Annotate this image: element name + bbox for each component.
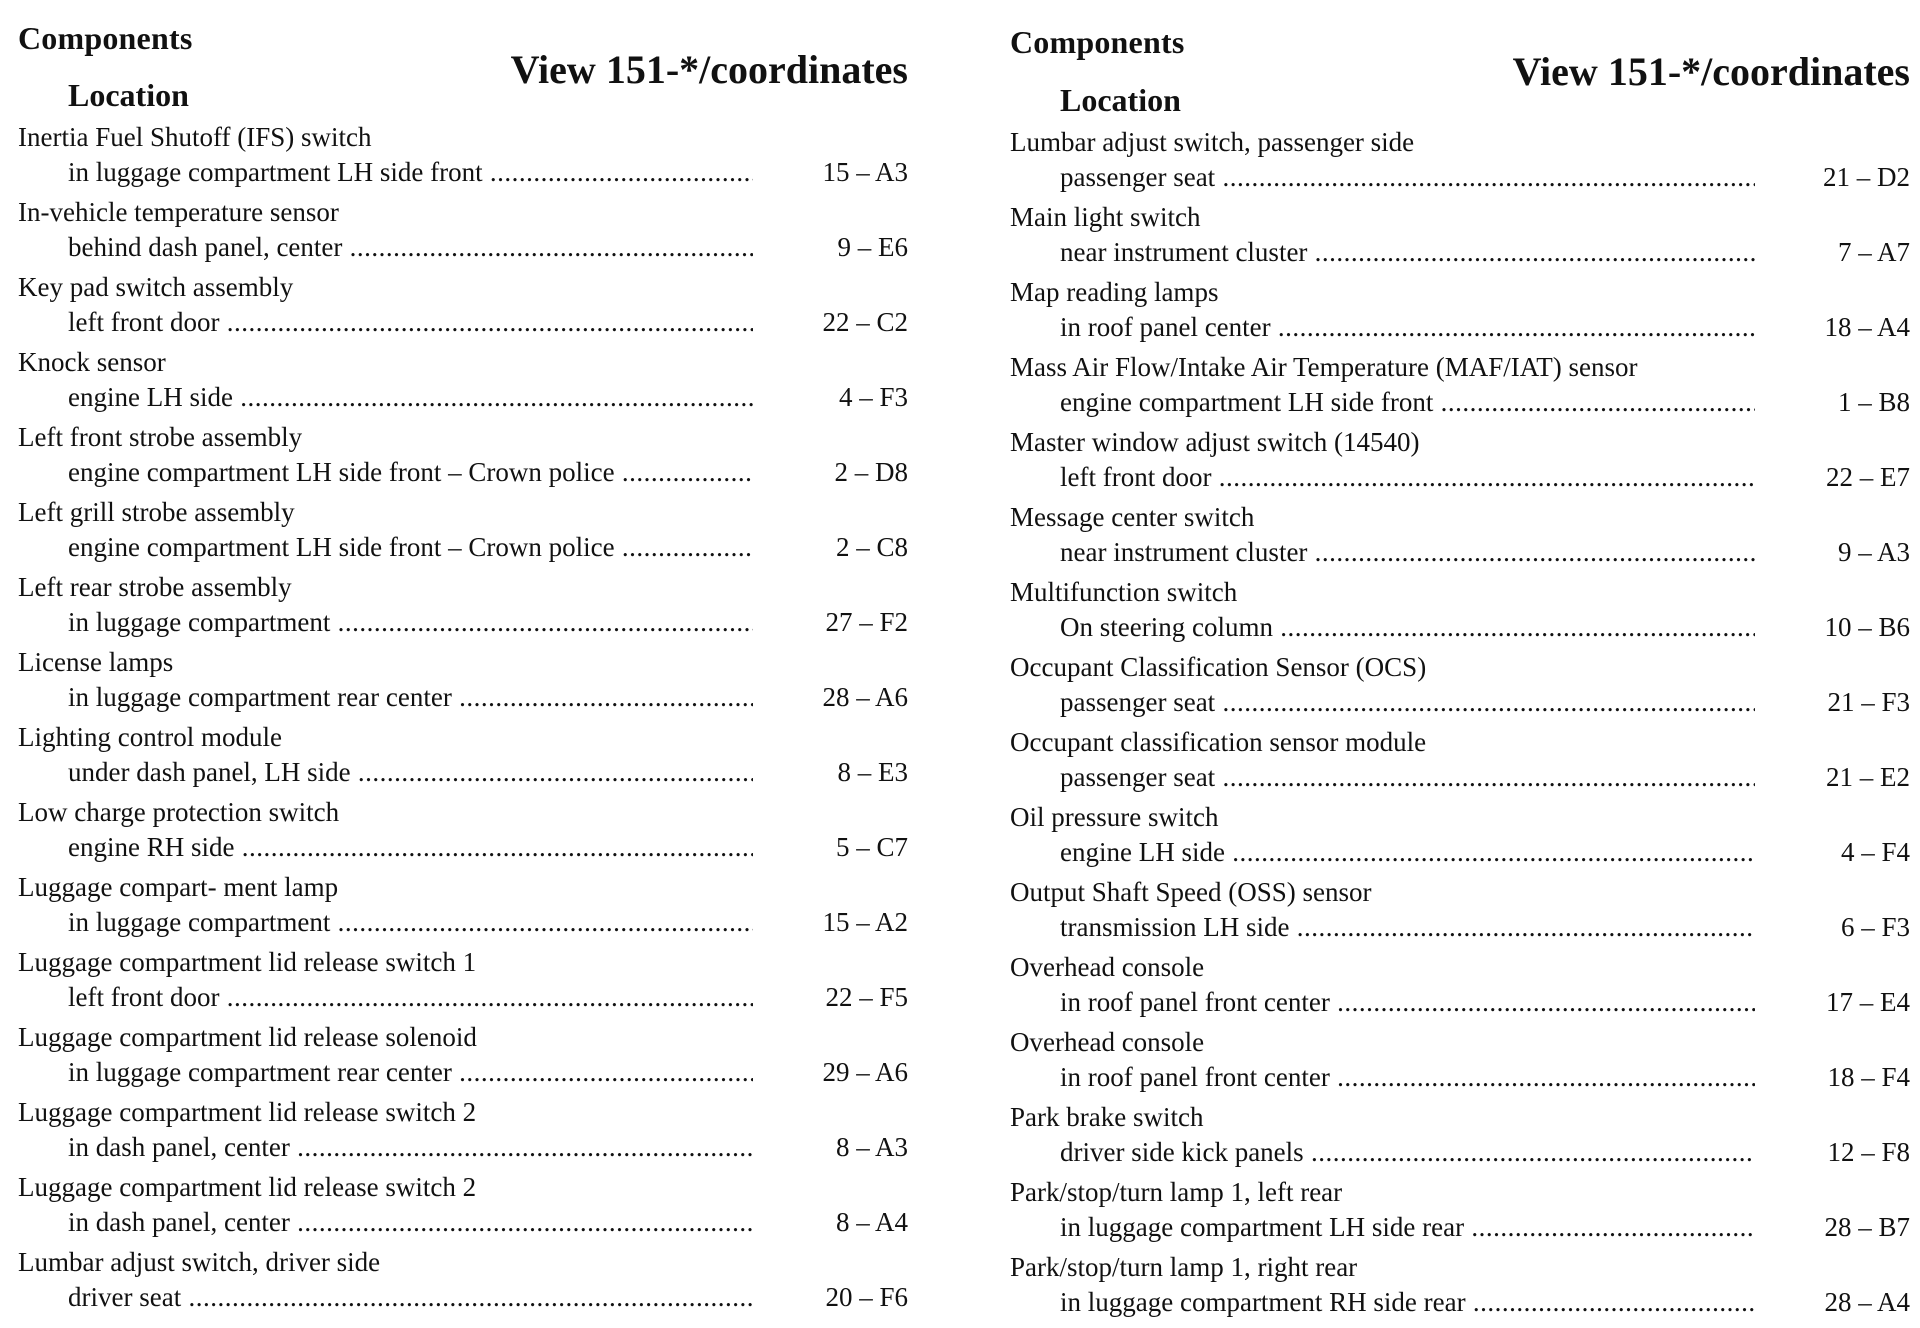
location-line [68,305,908,339]
view-coordinate: 4 – F4 [1840,837,1910,867]
view-coordinate: 8 – A4 [835,1207,908,1237]
component-location: in luggage compartment ..... [68,905,753,939]
component-name: Occupant Classification Sensor (OCS) [1010,652,1427,682]
component-name: Master window adjust switch (14540) [1010,427,1420,457]
view-coordinate: 27 – F2 [825,607,908,637]
component-name: Luggage compartment lid release switch 1 [18,947,477,977]
view-coordinate: 15 – A3 [822,157,908,187]
left-column [18,0,908,1328]
location-line [1060,385,1910,419]
component-entry [18,945,908,1020]
component-name: Park brake switch [1010,1102,1204,1132]
location-line [68,755,908,789]
component-location: driver side kick panels ..... [1060,1135,1755,1169]
location-line [68,680,908,714]
view-coordinate: 20 – F6 [825,1282,908,1312]
view-coordinate: 22 – C2 [822,307,908,337]
component-location: in luggage compartment ..... [68,605,753,639]
location-line [1060,985,1910,1019]
component-name: Lumbar adjust switch, passenger side [1010,127,1415,157]
component-entry [1010,725,1910,800]
location-heading: Location [1060,82,1181,118]
component-location: in luggage compartment RH side rear ..... [1060,1285,1755,1319]
component-location: passenger seat ..... [1060,685,1755,719]
view-coordinate: 17 – E4 [1826,987,1910,1017]
view-coordinate: 29 – A6 [822,1057,908,1087]
component-location: engine RH side ..... [68,830,753,864]
component-location: under dash panel, LH side ..... [68,755,753,789]
view-coordinate: 28 – A4 [1824,1287,1910,1317]
component-location: On steering column ..... [1060,610,1755,644]
component-name: Message center switch [1010,502,1255,532]
component-entry [1010,575,1910,650]
view-coordinate: 2 – C8 [835,532,908,562]
component-entry [1010,650,1910,725]
location-line [1060,835,1910,869]
component-name: Left grill strobe assembly [18,497,295,527]
view-coordinate: 8 – E3 [837,757,908,787]
component-location: near instrument cluster ..... [1060,235,1755,269]
component-location: behind dash panel, center ..... [68,230,753,264]
component-name: Park/stop/turn lamp 1, right rear [1010,1252,1358,1282]
location-line [68,605,908,639]
component-name: In-vehicle temperature sensor [18,197,339,227]
component-entry [18,420,908,495]
right-column [1010,0,1910,1328]
component-location: in luggage compartment LH side rear ..... [1060,1210,1755,1244]
view-coordinate: 6 – F3 [1840,912,1910,942]
component-name: Occupant classification sensor module [1010,727,1427,757]
component-name: Low charge protection switch [18,797,340,827]
component-name: Lighting control module [18,722,282,752]
location-line [68,1055,908,1089]
component-entry [18,1245,908,1320]
component-location: engine compartment LH side front – Crown police ..... [68,530,753,564]
component-entry [1010,875,1910,950]
view-coordinate: 8 – A3 [835,1132,908,1162]
component-name: Lumbar adjust switch, driver side [18,1247,381,1277]
location-line [1060,310,1910,344]
component-name: Luggage compartment lid release switch 2 [18,1172,477,1202]
view-coordinate: 28 – B7 [1824,1212,1910,1242]
component-name: Overhead console [1010,952,1205,982]
location-line [1060,1285,1910,1319]
location-line [68,530,908,564]
component-location: engine LH side ..... [68,380,753,414]
location-line [68,155,908,189]
view-coordinate: 12 – F8 [1827,1137,1910,1167]
component-name: Park/stop/turn lamp 1, left rear [1010,1177,1343,1207]
component-entry [18,870,908,945]
component-entry [18,570,908,645]
location-line [1060,910,1910,944]
view-coordinate: 7 – A7 [1837,237,1910,267]
components-heading: Components [1010,24,1185,60]
location-line [1060,1135,1910,1169]
component-entry [18,345,908,420]
location-line [1060,1210,1910,1244]
component-entry [1010,125,1910,200]
component-name: Output Shaft Speed (OSS) sensor [1010,877,1372,907]
view-coordinate: 5 – C7 [835,832,908,862]
view-coordinate: 18 – A4 [1824,312,1910,342]
location-line [68,380,908,414]
view-coordinate: 21 – E2 [1826,762,1910,792]
view-coordinate: 22 – E7 [1826,462,1910,492]
component-name: Luggage compartment lid release solenoid [18,1022,477,1052]
component-name: Luggage compart- ment lamp [18,872,339,902]
view-coordinate: 2 – D8 [834,457,908,487]
component-entry [18,270,908,345]
view-coordinate: 28 – A6 [822,682,908,712]
component-location: near instrument cluster ..... [1060,535,1755,569]
component-entry [1010,350,1910,425]
component-entry [18,1095,908,1170]
component-location: engine compartment LH side front – Crown police ..... [68,455,753,489]
component-name: Map reading lamps [1010,277,1219,307]
component-entry [1010,1025,1910,1100]
component-entry [1010,200,1910,275]
component-name: License lamps [18,647,174,677]
view-coordinate: 18 – F4 [1827,1062,1910,1092]
location-line [68,1280,908,1314]
component-name: Mass Air Flow/Intake Air Temperature (MAF/IAT) sensor [1010,352,1638,382]
component-entry [1010,1100,1910,1175]
component-location: in dash panel, center ..... [68,1130,753,1164]
view-coordinates-heading: View 151-*/coordinates [510,47,908,92]
location-line [68,1130,908,1164]
location-line [1060,235,1910,269]
component-name: Knock sensor [18,347,166,377]
location-line [68,455,908,489]
view-coordinate: 21 – D2 [1823,162,1910,192]
component-location: passenger seat ..... [1060,760,1755,794]
component-entry [18,120,908,195]
component-name: Luggage compartment lid release switch 2 [18,1097,477,1127]
view-coordinate: 15 – A2 [822,907,908,937]
view-coordinate: 4 – F3 [838,382,908,412]
location-line [1060,160,1910,194]
component-location: in luggage compartment LH side front ..... [68,155,753,189]
component-entry [18,195,908,270]
location-line [68,830,908,864]
component-entry [1010,1250,1910,1325]
component-entry [18,795,908,870]
location-line [1060,610,1910,644]
view-coordinate: 9 – E6 [837,232,908,262]
view-coordinate: 10 – B6 [1824,612,1910,642]
component-location: left front door ..... [1060,460,1755,494]
location-heading: Location [68,77,189,113]
component-name: Overhead console [1010,1027,1205,1057]
component-location: in roof panel front center ..... [1060,1060,1755,1094]
component-entry [1010,500,1910,575]
component-location: passenger seat ..... [1060,160,1755,194]
component-list [1010,125,1910,1325]
component-name: Multifunction switch [1010,577,1238,607]
component-name: Key pad switch assembly [18,272,294,302]
component-location: left front door ..... [68,305,753,339]
component-entry [18,1170,908,1245]
component-entry [1010,1175,1910,1250]
location-line [68,1205,908,1239]
component-name: Left front strobe assembly [18,422,303,452]
component-entry [18,1020,908,1095]
location-line [1060,685,1910,719]
component-entry [18,720,908,795]
component-name: Main light switch [1010,202,1201,232]
component-entry [18,645,908,720]
component-name: Inertia Fuel Shutoff (IFS) switch [18,122,372,152]
location-line [68,980,908,1014]
component-location: driver seat ..... [68,1280,753,1314]
component-location: in dash panel, center ..... [68,1205,753,1239]
component-location: in luggage compartment rear center ..... [68,680,753,714]
view-coordinate: 1 – B8 [1837,387,1910,417]
location-line [68,905,908,939]
component-entry [18,495,908,570]
view-coordinate: 22 – F5 [825,982,908,1012]
component-location: left front door ..... [68,980,753,1014]
component-entry [1010,275,1910,350]
location-line [68,230,908,264]
component-entry [1010,425,1910,500]
component-name: Oil pressure switch [1010,802,1219,832]
component-entry [1010,800,1910,875]
location-line [1060,1060,1910,1094]
view-coordinates-heading: View 151-*/coordinates [1512,49,1910,94]
component-entry [1010,950,1910,1025]
component-list [18,120,908,1320]
location-line [1060,460,1910,494]
component-location: engine compartment LH side front ..... [1060,385,1755,419]
view-coordinate: 9 – A3 [1837,537,1910,567]
component-name: Left rear strobe assembly [18,572,292,602]
component-location: engine LH side ..... [1060,835,1755,869]
component-location: in roof panel center ..... [1060,310,1755,344]
component-location: transmission LH side ..... [1060,910,1755,944]
component-location: in roof panel front center ..... [1060,985,1755,1019]
location-line [1060,535,1910,569]
view-coordinate: 21 – F3 [1827,687,1910,717]
component-location: in luggage compartment rear center ..... [68,1055,753,1089]
location-line [1060,760,1910,794]
components-heading: Components [18,20,193,56]
